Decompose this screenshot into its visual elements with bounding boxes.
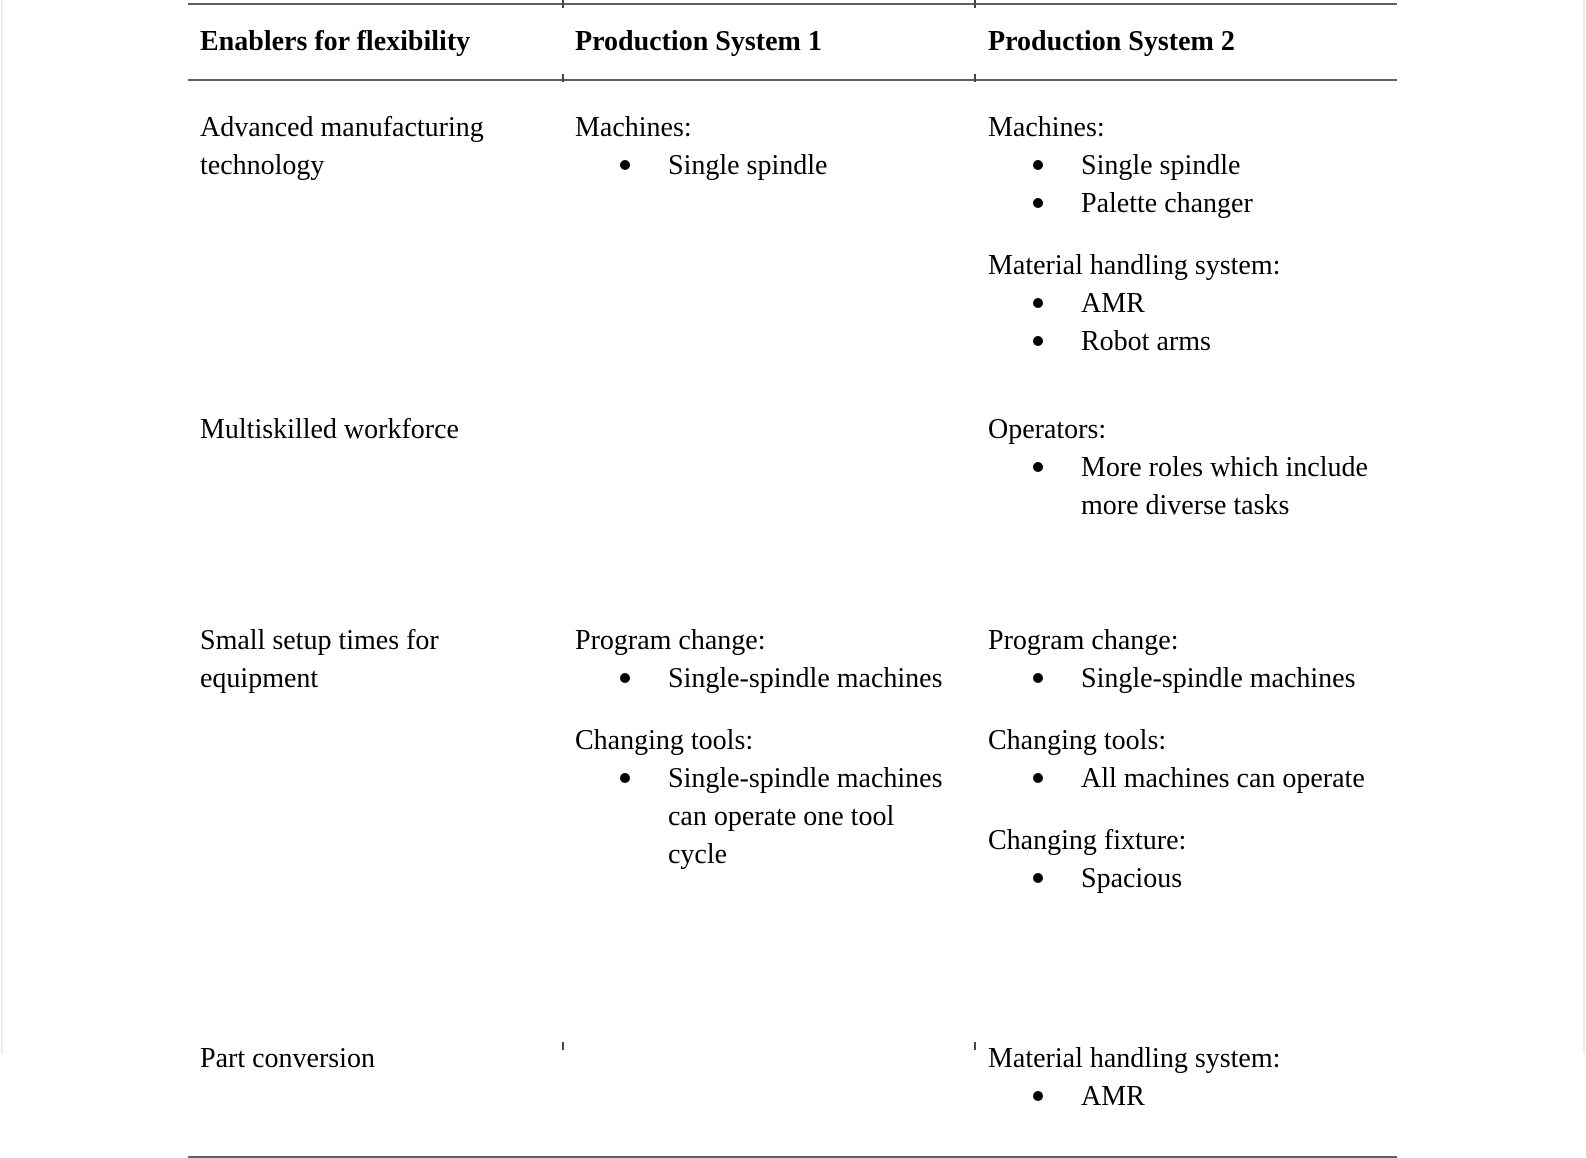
enabler-cell [188, 391, 563, 597]
column-boundary-tick [974, 0, 976, 8]
system1-cell [563, 597, 975, 1008]
bullet-item-text: Single-spindle machines [668, 663, 943, 694]
bullet-icon [1033, 198, 1043, 208]
column-boundary-tick [974, 1042, 976, 1050]
cell-block [988, 722, 1385, 798]
column-header-system2: Production System 2 [975, 4, 1397, 80]
cell-block [988, 1040, 1385, 1116]
bullet-item [988, 285, 1385, 323]
enabler-cell [188, 1008, 563, 1157]
cell-block [988, 247, 1385, 361]
bullet-icon [1033, 1091, 1043, 1101]
bullet-item-text: Palette changer [1081, 188, 1253, 219]
bullet-item [988, 860, 1385, 898]
page-right-edge [1583, 0, 1585, 1054]
system2-cell [975, 80, 1397, 391]
system2-cell [975, 1008, 1397, 1157]
block-label: Operators: [988, 414, 1107, 445]
system1-cell [563, 80, 975, 391]
bullet-item-text: AMR [1081, 288, 1145, 319]
column-boundary-tick [974, 74, 976, 82]
bullet-icon [620, 773, 630, 783]
bullet-item-text: Single-spindle machines can operate one tool cycle [668, 763, 943, 870]
bullet-item-text: Single spindle [668, 150, 828, 181]
block-label: Machines: [575, 112, 692, 143]
bullet-item-text: Single-spindle machines [1081, 663, 1356, 694]
bullet-item-text: Single spindle [1081, 150, 1241, 181]
cell-block [575, 622, 959, 698]
header-row [188, 4, 1397, 80]
enabler-text: Multiskilled workforce [200, 414, 459, 445]
table-row [188, 80, 1397, 391]
column-boundary-tick [562, 0, 564, 8]
bullet-item-text: Robot arms [1081, 326, 1211, 357]
cell-block [575, 109, 959, 185]
bullet-icon [1033, 298, 1043, 308]
bullet-item [988, 185, 1385, 223]
bullet-item-text: More roles which include more diverse tasks [1081, 452, 1368, 521]
table-grid [188, 3, 1397, 1158]
system1-cell [563, 391, 975, 597]
block-label: Changing fixture: [988, 825, 1187, 856]
system2-cell [975, 597, 1397, 1008]
bullet-item [988, 449, 1385, 525]
bullet-item-text: Spacious [1081, 863, 1183, 894]
column-header-system1: Production System 1 [563, 4, 975, 80]
table-row [188, 1008, 1397, 1157]
system1-cell [563, 1008, 975, 1157]
enabler-cell [188, 597, 563, 1008]
bullet-icon [1033, 773, 1043, 783]
bullet-item [988, 760, 1385, 798]
block-label: Changing tools: [575, 725, 754, 756]
enabler-text: Part conversion [200, 1043, 375, 1074]
bullet-icon [620, 160, 630, 170]
table-row [188, 597, 1397, 1008]
table-row [188, 391, 1397, 597]
bullet-item [988, 660, 1385, 698]
bullet-item [575, 147, 959, 185]
bullet-icon [1033, 673, 1043, 683]
block-label: Program change: [988, 625, 1179, 656]
bullet-icon [1033, 873, 1043, 883]
cell-block [988, 622, 1385, 698]
bullet-item-text: AMR [1081, 1081, 1145, 1112]
bullet-item [988, 1078, 1385, 1116]
block-label: Material handling system: [988, 1043, 1281, 1074]
page-left-edge [1, 0, 3, 1054]
column-boundary-tick [562, 1042, 564, 1050]
bullet-item [575, 660, 959, 698]
cell-block [988, 411, 1385, 525]
cell-block [988, 109, 1385, 223]
block-label: Changing tools: [988, 725, 1167, 756]
bullet-item [988, 147, 1385, 185]
enabler-text: Small setup times for equipment [200, 625, 439, 694]
bullet-icon [620, 673, 630, 683]
bullet-item [988, 323, 1385, 361]
column-header-enablers: Enablers for flexibility [188, 4, 563, 80]
flexibility-enablers-table [188, 3, 1397, 1158]
column-boundary-tick [562, 74, 564, 82]
cell-block [575, 722, 959, 874]
block-label: Machines: [988, 112, 1105, 143]
bullet-icon [1033, 160, 1043, 170]
block-label: Material handling system: [988, 250, 1281, 281]
cell-block [988, 822, 1385, 898]
bullet-icon [1033, 336, 1043, 346]
enabler-cell [188, 80, 563, 391]
enabler-text: Advanced manufacturing technology [200, 112, 484, 181]
bullet-icon [1033, 462, 1043, 472]
bullet-item [575, 760, 959, 874]
system2-cell [975, 391, 1397, 597]
bullet-item-text: All machines can operate [1081, 763, 1365, 794]
block-label: Program change: [575, 625, 766, 656]
